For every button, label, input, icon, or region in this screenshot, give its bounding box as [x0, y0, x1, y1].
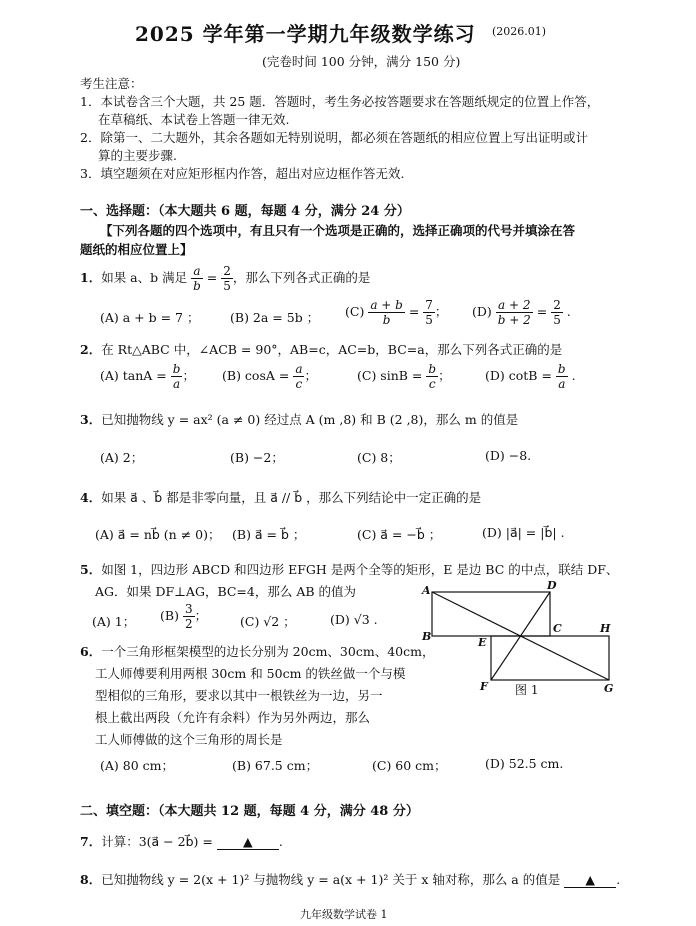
figure-1-diagram	[420, 580, 620, 700]
label-b: B	[422, 630, 432, 643]
label-e: E	[478, 636, 487, 649]
label-a: A	[422, 584, 431, 597]
page-footer: 九年级数学试卷 1	[300, 908, 388, 921]
answer-blank: ▲	[564, 872, 616, 888]
question-7: 7．计算：3(a⃗ − 2b⃗) = ▲ .	[80, 834, 283, 849]
question-3-option-d: (D) −8.	[485, 448, 532, 463]
question-5-option-d: (D) √3 .	[330, 612, 378, 627]
section-heading: 二、填空题：（本大题共 12 题，每题 4 分，满分 48 分）	[80, 804, 419, 819]
question-6-option-c: (C) 60 cm；	[372, 758, 447, 773]
question-3-option-c: (C) 8；	[357, 450, 401, 465]
figure-caption: 图 1	[515, 683, 539, 697]
question-6-option-d: (D) 52.5 cm.	[485, 756, 564, 771]
label-h: H	[600, 622, 611, 635]
question-6-stem-line: 型相似的三角形，要求以其中一根铁丝为一边，另一	[95, 688, 383, 703]
answer-blank: ▲	[217, 834, 279, 850]
question-5-option-b: (B) $\frac{3}{2}$ ；	[160, 602, 208, 631]
section-instruction: 【下列各题的四个选项中，有且只有一个选项是正确的，选择正确项的代号并填涂在答	[100, 223, 576, 238]
notice-item: 算的主要步骤.	[98, 148, 177, 163]
question-6-stem: 6．一个三角形框架模型的边长分别为 20cm、30cm、40cm，	[80, 644, 435, 659]
question-6-stem-line: 工人师傅做的这个三角形的周长是	[95, 732, 283, 747]
notice-item: 在草稿纸、本试卷上答题一律无效.	[98, 112, 290, 127]
question-6-option-b: (B) 67.5 cm；	[232, 758, 319, 773]
question-2-option-c: (C) sinB = $\frac{b}{c}$ ；	[357, 362, 451, 391]
question-6-option-a: (A) 80 cm；	[100, 758, 174, 773]
question-5-option-a: (A) 1；	[92, 614, 136, 629]
question-4-option-b: (B) a⃗ = b⃗ ；	[232, 527, 306, 542]
notice-item: 2．除第一、二大题外，其余各题如无特别说明，都必须在答题纸的相应位置上写出证明或计	[80, 130, 588, 145]
question-5-option-c: (C) √2 ；	[240, 614, 296, 629]
exam-date: (2026.01)	[492, 25, 547, 38]
question-1-option-c: (C) $\frac{a + b}{b}$ = $\frac{7}{5}$ ；	[345, 298, 448, 327]
question-3-stem: 3．已知抛物线 y = ax² (a ≠ 0) 经过点 A (m ,8) 和 B (2 ,8)，那么 m 的值是	[80, 412, 519, 427]
question-8: 8．已知抛物线 y = 2(x + 1)² 与抛物线 y = a(x + 1)² 关于 x 轴对称，那么 a 的值是 ▲ .	[80, 872, 621, 887]
label-f: F	[480, 680, 488, 693]
label-g: G	[604, 682, 614, 695]
notice-item: 3．填空题须在对应矩形框内作答，超出对应边框作答无效.	[80, 166, 405, 181]
question-4-option-a: (A) a⃗ = nb⃗ (n ≠ 0)；	[95, 527, 221, 542]
question-2-option-a: (A) tanA = $\frac{b}{a}$ ；	[100, 362, 195, 391]
question-1-stem: 1．如果 a、b 满足 $\frac{a}{b}$ = $\frac{2}{5}$ ，那么下列各式正确的是	[80, 264, 371, 293]
question-3-option-a: (A) 2；	[100, 450, 144, 465]
question-4-stem: 4．如果 a⃗ 、b⃗ 都是非零向量，且 a⃗ // b⃗ ，那么下列结论中一定正确的是	[80, 490, 482, 505]
rectangle-efgh	[491, 636, 609, 680]
question-1-option-b: (B) 2a = 5b ；	[230, 310, 320, 325]
exam-subtitle: (完卷时间 100 分钟，满分 150 分)	[262, 54, 461, 69]
question-1-option-a: (A) a + b = 7 ；	[100, 310, 200, 325]
question-6-stem-line: 工人师傅要利用两根 30cm 和 50cm 的铁丝做一个与模	[95, 666, 406, 681]
question-3-option-b: (B) −2；	[230, 450, 284, 465]
section-heading: 一、选择题：（本大题共 6 题，每题 4 分，满分 24 分）	[80, 204, 410, 219]
label-c: C	[553, 622, 562, 635]
question-2-option-b: (B) cosA = $\frac{a}{c}$ ；	[222, 362, 317, 391]
question-5-stem-line2: AG．如果 DF⊥AG，BC=4，那么 AB 的值为	[95, 584, 357, 599]
question-5-stem: 5．如图 1，四边形 ABCD 和四边形 EFGH 是两个全等的矩形，E 是边 BC 的中点，联结 DF、	[80, 562, 619, 577]
label-d: D	[547, 580, 557, 592]
question-6-stem-line: 根上截出两段（允许有余料）作为另外两边，那么	[95, 710, 371, 725]
question-4-option-c: (C) a⃗ = −b⃗ ；	[357, 527, 442, 542]
rectangle-abcd	[432, 592, 550, 636]
question-4-option-d: (D) |a⃗| = |b⃗| .	[482, 525, 565, 540]
notice-item: 1．本试卷含三个大题，共 25 题．答题时，考生务必按答题要求在答题纸规定的位置上作答，	[80, 94, 600, 109]
notice-heading: 考生注意：	[80, 76, 143, 91]
page-title: 2025 学年第一学期九年级数学练习	[135, 22, 476, 46]
question-2-option-d: (D) cotB = $\frac{b}{a}$ .	[485, 362, 576, 391]
question-1-option-d: (D) $\frac{a + 2}{b + 2}$ = $\frac{2}{5}$ .	[472, 298, 571, 327]
section-instruction: 题纸的相应位置上】	[80, 242, 193, 257]
question-2-stem: 2．在 Rt△ABC 中，∠ACB = 90°，AB=c，AC=b，BC=a，那么下列各式正确的是	[80, 342, 563, 357]
